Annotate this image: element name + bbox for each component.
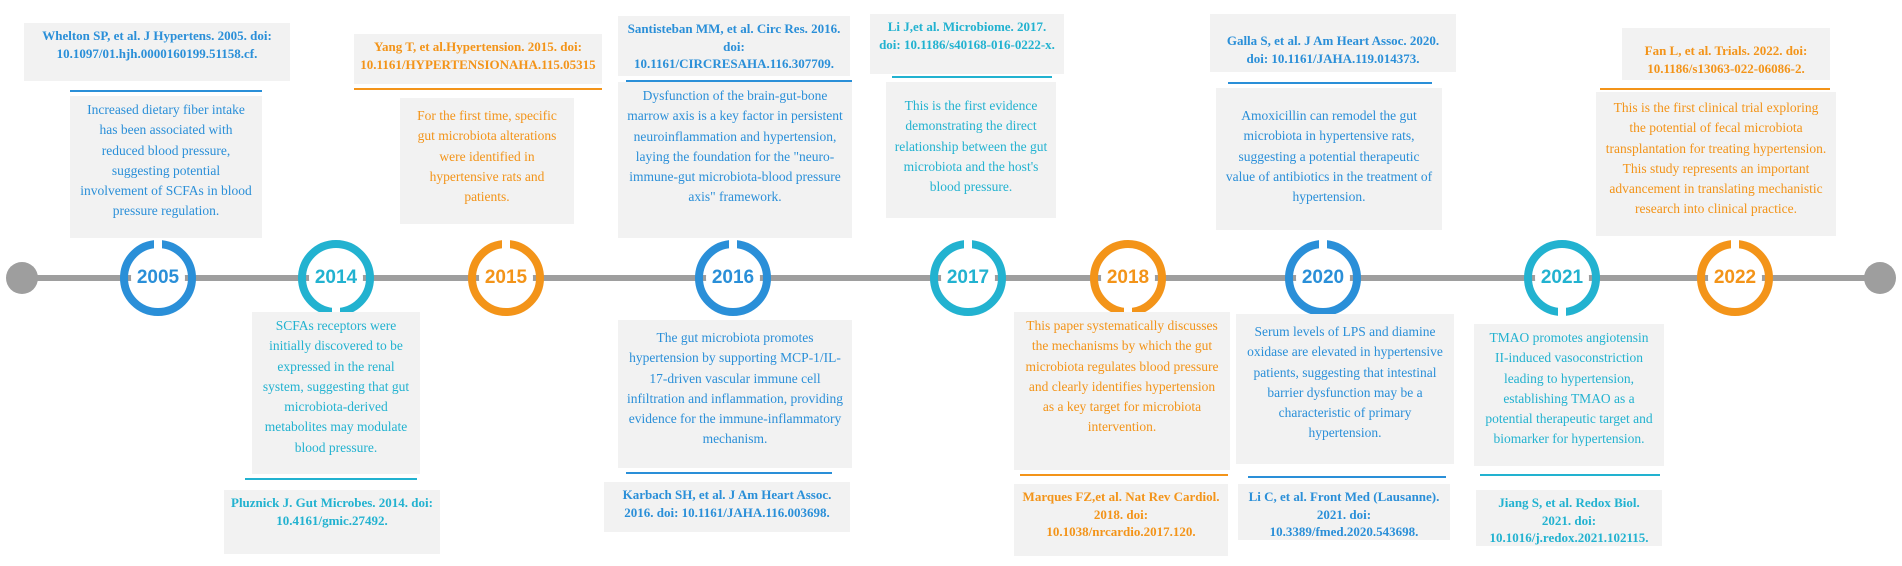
year-label: 2021 [1540, 267, 1584, 288]
divider-2017 [892, 76, 1052, 78]
year-node-2022 [1697, 240, 1773, 316]
description-2005: Increased dietary fiber intake has been associated with reduced blood pressure, suggesting potential involvement of SCFAs in blood pressure regulation. [70, 96, 262, 238]
year-label: 2005 [136, 267, 180, 288]
year-node-2016 [695, 240, 771, 316]
reference-2015: Yang T, et al.Hypertension. 2015. doi: 10.1161/HYPERTENSIONAHA.115.05315 [354, 34, 602, 84]
year-node-2005 [120, 240, 196, 316]
description-2020-top: Amoxicillin can remodel the gut microbiota in hypertensive rats, suggesting a potential therapeutic value of antibiotics in the treatment of hypertension. [1216, 88, 1442, 230]
reference-2016-top: Santisteban MM, et al. Circ Res. 2016. doi: 10.1161/CIRCRESAHA.116.307709. [618, 16, 850, 76]
year-label: 2016 [711, 267, 755, 288]
divider-2005 [70, 90, 262, 92]
reference-2017: Li J,et al. Microbiome. 2017. doi: 10.1186/s40168-016-0222-x. [870, 14, 1064, 74]
reference-2020-top: Galla S, et al. J Am Heart Assoc. 2020. doi: 10.1161/JAHA.119.014373. [1210, 14, 1456, 72]
divider-2020-top [1228, 82, 1432, 84]
year-node-2020 [1285, 240, 1361, 316]
divider-2018 [1020, 474, 1228, 476]
description-2017: This is the first evidence demonstrating the direct relationship between the gut microbiota and the host's blood pressure. [886, 82, 1056, 218]
year-label: 2020 [1301, 267, 1345, 288]
year-label: 2018 [1106, 267, 1150, 288]
year-node-2018 [1090, 240, 1166, 316]
timeline-end-cap [1864, 262, 1896, 294]
year-node-2017 [930, 240, 1006, 316]
year-label: 2015 [484, 267, 528, 288]
divider-2015 [354, 88, 602, 90]
timeline-start-cap [6, 262, 38, 294]
year-node-2014 [298, 240, 374, 316]
reference-2005: Whelton SP, et al. J Hypertens. 2005. doi: 10.1097/01.hjh.0000160199.51158.cf. [24, 23, 290, 81]
divider-2021 [1480, 474, 1660, 476]
reference-2014: Pluznick J. Gut Microbes. 2014. doi: 10.4161/gmic.27492. [224, 490, 440, 554]
year-label: 2022 [1713, 267, 1757, 288]
description-2014: SCFAs receptors were initially discovered to be expressed in the renal system, suggesting that gut microbiota-derived metabolites may modulate blood pressure. [252, 312, 420, 474]
year-node-2021 [1524, 240, 1600, 316]
description-2021: TMAO promotes angiotensin II-induced vasoconstriction leading to hypertension, establishing TMAO as a potential therapeutic target and biomarker for hypertension. [1474, 324, 1664, 466]
year-node-2015 [468, 240, 544, 316]
reference-2020-bottom: Li C, et al. Front Med (Lausanne). 2021. doi: 10.3389/fmed.2020.543698. [1238, 484, 1450, 540]
reference-2021: Jiang S, et al. Redox Biol. 2021. doi: 10.1016/j.redox.2021.102115. [1476, 490, 1662, 546]
reference-2016-bottom: Karbach SH, et al. J Am Heart Assoc. 2016. doi: 10.1161/JAHA.116.003698. [604, 482, 850, 532]
description-2022: This is the first clinical trial exploring the potential of fecal microbiota transplantation for treating hypertension. This study represents an important advancement in translating mechanistic research into clinical practice. [1596, 92, 1836, 236]
description-2016-top: Dysfunction of the brain-gut-bone marrow axis is a key factor in persistent neuroinflammation and hypertension, laying the foundation for the "neuro-immune-gut microbiota-blood pressure axis" framework. [618, 82, 852, 238]
year-label: 2014 [314, 267, 358, 288]
reference-2018: Marques FZ,et al. Nat Rev Cardiol. 2018. doi: 10.1038/nrcardio.2017.120. [1014, 484, 1228, 556]
year-label: 2017 [946, 267, 990, 288]
divider-2022 [1600, 88, 1830, 90]
description-2015: For the first time, specific gut microbiota alterations were identified in hypertensive rats and patients. [400, 98, 574, 224]
description-2018: This paper systematically discusses the mechanisms by which the gut microbiota regulates blood pressure and clearly identifies hypertension as a key target for microbiota intervention. [1014, 312, 1230, 470]
divider-2020-bottom [1248, 476, 1446, 478]
description-2016-bottom: The gut microbiota promotes hypertension by supporting MCP-1/IL-17-driven vascular immune cell infiltration and inflammation, providing evidence for the immune-inflammatory mechanism. [618, 320, 852, 468]
divider-2014 [245, 478, 417, 480]
reference-2022: Fan L, et al. Trials. 2022. doi: 10.1186/s13063-022-06086-2. [1622, 28, 1830, 80]
description-2020-bottom: Serum levels of LPS and diamine oxidase are elevated in hypertensive patients, suggesting that intestinal barrier dysfunction may be a characteristic of primary hypertension. [1236, 314, 1454, 464]
divider-2016-bottom [626, 472, 832, 474]
